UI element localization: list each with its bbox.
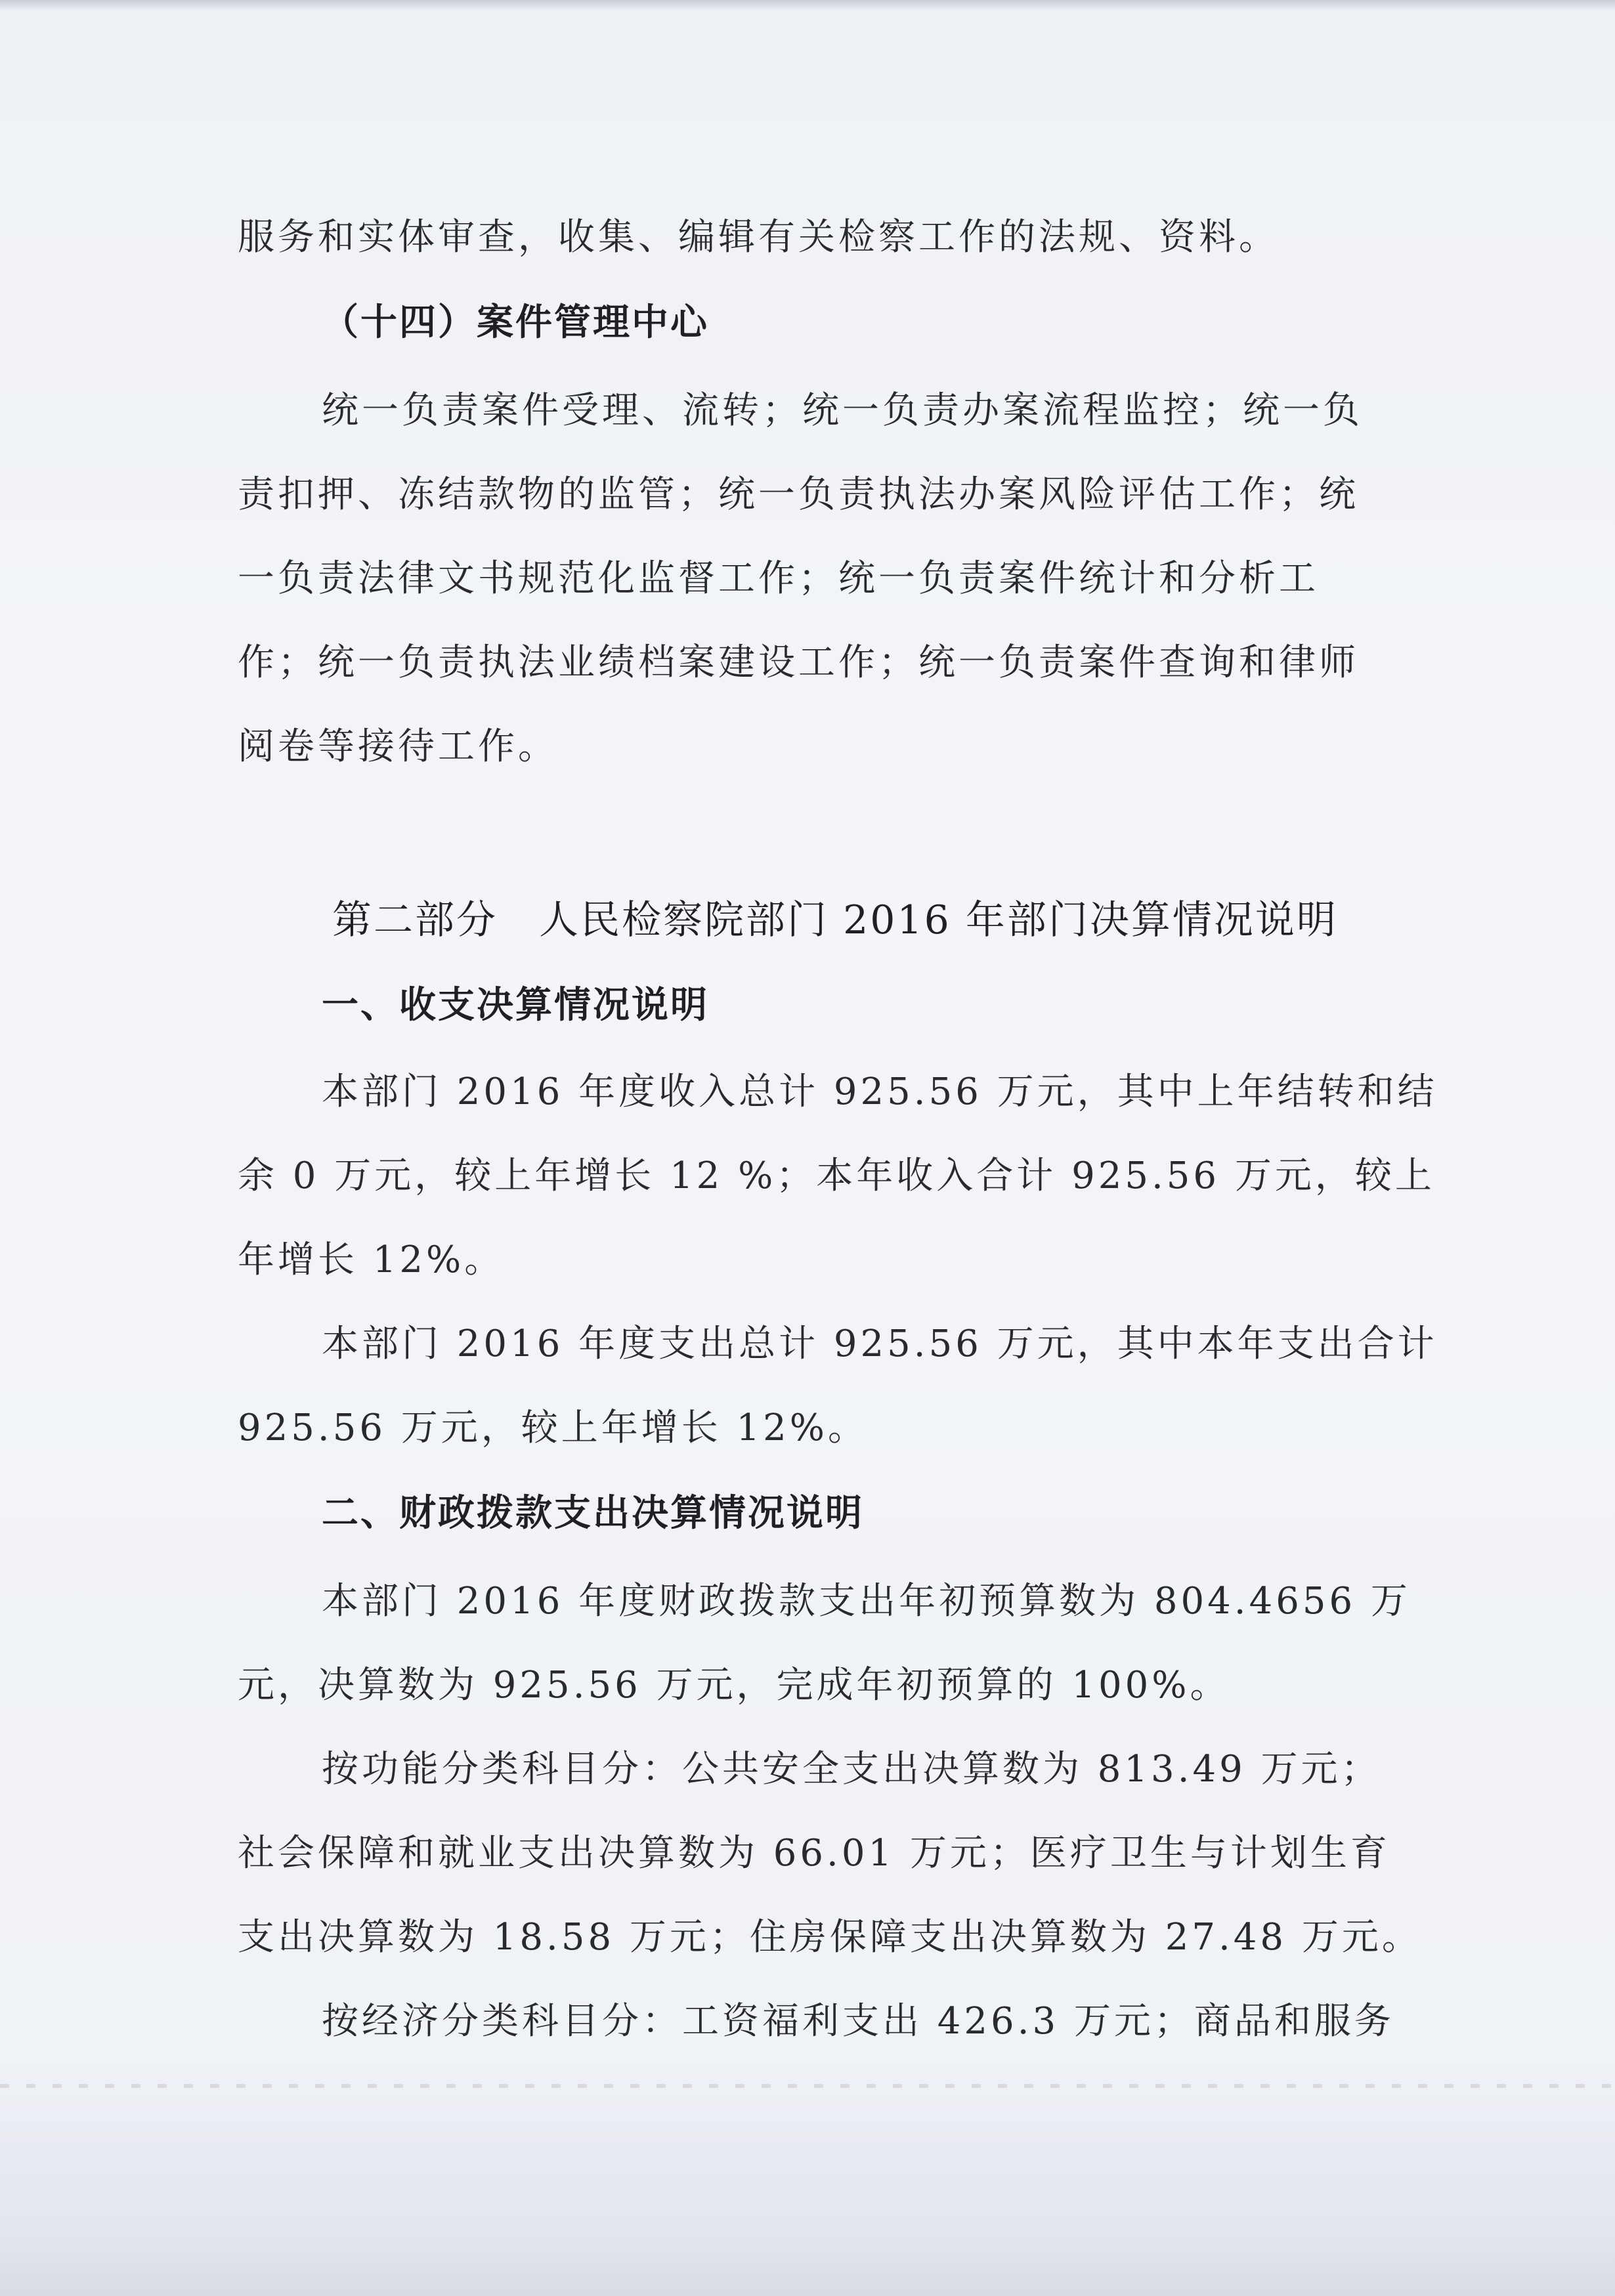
- scan-edge-bottom: [0, 2061, 1615, 2296]
- section-heading-fiscal-appropriation: 二、财政拨款支出决算情况说明: [322, 1492, 864, 1535]
- scan-edge-top: [0, 0, 1615, 12]
- body-line: 本部门 2016 年度收入总计 925.56 万元，其中上年结转和结: [322, 1071, 1438, 1113]
- body-line: 925.56 万元，较上年增长 12%。: [238, 1407, 869, 1449]
- body-line: 责扣押、冻结款物的监管；统一负责执法办案风险评估工作；统: [238, 473, 1359, 516]
- body-line: 年增长 12%。: [238, 1239, 505, 1281]
- body-line: 本部门 2016 年度支出总计 925.56 万元，其中本年支出合计: [322, 1323, 1438, 1365]
- body-line: 余 0 万元，较上年增长 12 %；本年收入合计 925.56 万元，较上: [238, 1155, 1435, 1197]
- body-line: 统一负责案件受理、流转；统一负责办案流程监控；统一负: [322, 389, 1363, 432]
- part-two-heading: 第二部分 人民检察院部门 2016 年部门决算情况说明: [332, 897, 1338, 943]
- body-line: 支出决算数为 18.58 万元；住房保障支出决算数为 27.48 万元。: [238, 1916, 1422, 1959]
- body-line: 阅卷等接待工作。: [238, 725, 558, 768]
- body-line: 服务和实体审查，收集、编辑有关检察工作的法规、资料。: [238, 216, 1279, 259]
- body-line: 本部门 2016 年度财政拨款支出年初预算数为 804.4656 万: [322, 1580, 1411, 1623]
- body-line: 作；统一负责执法业绩档案建设工作；统一负责案件查询和律师: [238, 641, 1359, 684]
- body-line: 一负责法律文书规范化监督工作；统一负责案件统计和分析工: [238, 557, 1319, 600]
- scan-noise-strip: [0, 2084, 1615, 2088]
- body-line: 社会保障和就业支出决算数为 66.01 万元；医疗卫生与计划生育: [238, 1832, 1390, 1875]
- section-heading-income-expense: 一、收支决算情况说明: [322, 984, 709, 1027]
- body-line: 按经济分类科目分：工资福利支出 426.3 万元；商品和服务: [322, 2000, 1394, 2043]
- section-heading-case-management: （十四）案件管理中心: [322, 301, 709, 344]
- body-line: 按功能分类科目分：公共安全支出决算数为 813.49 万元；: [322, 1748, 1381, 1791]
- body-line: 元，决算数为 925.56 万元，完成年初预算的 100%。: [238, 1664, 1230, 1707]
